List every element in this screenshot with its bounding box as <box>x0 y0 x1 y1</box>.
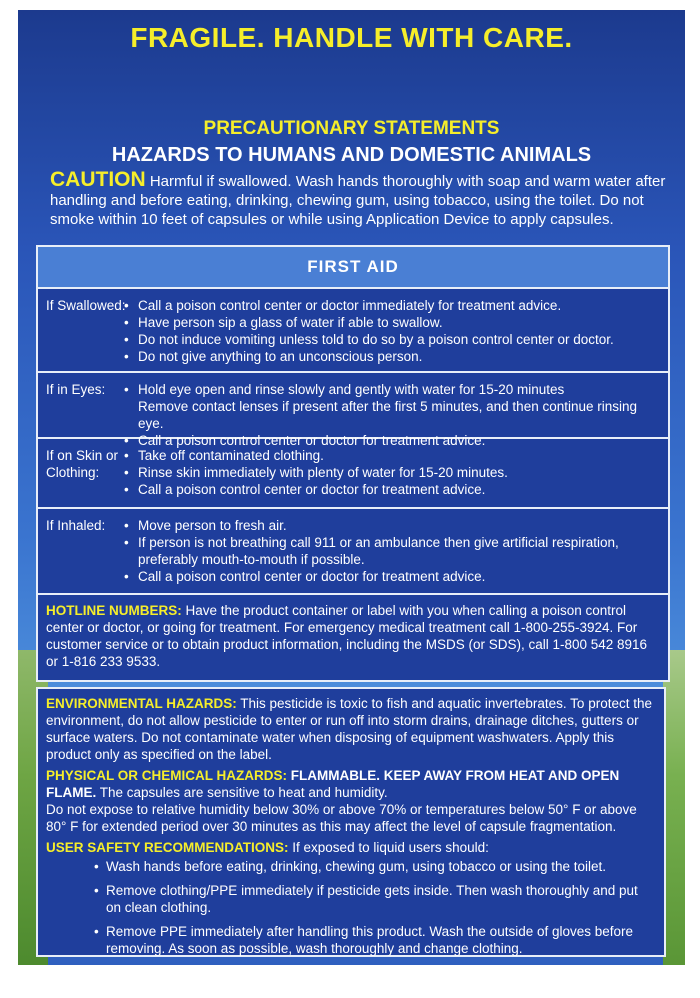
caution-statement <box>50 170 680 229</box>
physical-label: PHYSICAL OR CHEMICAL HAZARDS: <box>46 768 288 783</box>
list-item: • Rinse skin immediately with plenty of water for 15-20 minutes. <box>124 464 662 481</box>
list-item: • Move person to fresh air. <box>124 517 662 534</box>
list-item: Remove contact lenses if present after the first 5 minutes, and then continue rinsing eye. <box>138 399 638 431</box>
caution-text: Harmful if swallowed. Wash hands thoroughly with soap and warm water after handling and before eating, drinking, chewing gum, using tobacco, using the toilet. Do not smoke within 10 feet of capsules or while using Application Device to apply capsules. <box>50 173 666 228</box>
user-safety-list <box>46 858 656 998</box>
physical-text: The capsules are sensitive to heat and humidity. <box>99 785 388 800</box>
hotline-section <box>38 595 668 677</box>
precautionary-title: PRECAUTIONARY STATEMENTS <box>203 118 500 139</box>
list-item: • Do not give anything to an unconscious person. <box>124 348 662 365</box>
first-aid-title: FIRST AID <box>38 247 668 289</box>
user-safety-intro: If exposed to liquid users should: <box>292 840 489 855</box>
user-safety-label: USER SAFETY RECOMMENDATIONS: <box>46 840 289 855</box>
list-item: • If person is not breathing call 911 or an ambulance then give artificial respiration, preferably mouth-to-mouth if possible. <box>124 534 662 568</box>
hotline-label: HOTLINE NUMBERS: <box>46 603 182 618</box>
list-item: • Do not smoke within 10 feet of capsules or while using Application Device to apply capsules. <box>94 964 656 998</box>
user-safety-heading <box>46 839 656 856</box>
grass-background-right <box>663 650 685 965</box>
first-aid-label: If on Skin or Clothing: <box>46 448 119 480</box>
first-aid-eyes-row <box>38 373 668 448</box>
list-item: • Remove clothing/PPE immediately if pesticide gets inside. Then wash thoroughly and put on clean clothing. <box>94 882 656 916</box>
first-aid-inhaled-row <box>38 509 668 595</box>
hotline-text: Have the product container or label with you when calling a poison control center or doctor, or going for treatment. For emergency medical treatment call 1-800-255-3924. For customer service or to obtain product information, including the MSDS (or SDS), call 1-800 542 8916 or 1-816 233 9533. <box>46 603 648 669</box>
first-aid-box <box>36 245 670 682</box>
caution-label: CAUTION <box>50 168 146 191</box>
hazards-box <box>36 687 666 997</box>
first-aid-swallowed-row <box>38 289 668 373</box>
first-aid-label: If Swallowed: <box>46 298 126 313</box>
list-item: • Remove PPE immediately after handling this product. Wash the outside of gloves before removing. As soon as possible, wash thoroughly and change clothing. <box>94 923 656 957</box>
flammable-warning: FLAMMABLE. KEEP AWAY FROM HEAT AND OPEN FLAME. <box>46 768 620 800</box>
environmental-label: ENVIRONMENTAL HAZARDS: <box>46 696 237 711</box>
fragile-headline: FRAGILE. HANDLE WITH CARE. <box>130 22 573 53</box>
environmental-text: This pesticide is toxic to fish and aquatic invertebrates. To protect the environment, do not allow pesticide to enter or run off into storm drains, drainage ditches, gutters or surface waters. Do not contaminate water when disposing of equipment washwaters. Apply this product only as specified on the label. <box>46 696 652 762</box>
first-aid-label: If in Eyes: <box>46 382 106 397</box>
list-item: • Call a poison control center or doctor immediately for treatment advice. <box>124 297 662 314</box>
list-item: • Have person sip a glass of water if able to swallow. <box>124 314 662 331</box>
list-item: • Take off contaminated clothing. <box>124 447 662 464</box>
hazards-title: HAZARDS TO HUMANS AND DOMESTIC ANIMALS <box>111 144 592 166</box>
list-item: • Call a poison control center or doctor for treatment advice. <box>124 432 662 449</box>
list-item: • Do not induce vomiting unless told to do so by a poison control center or doctor. <box>124 331 662 348</box>
humidity-note: Do not expose to relative humidity below 30% or above 70% or temperatures below 50° F or above 80° F for extended period over 30 minutes as this may affect the level of capsule fragmentation. <box>46 802 637 834</box>
list-item: • Hold eye open and rinse slowly and gently with water for 15-20 minutes <box>124 381 662 398</box>
label-panel <box>18 10 685 997</box>
first-aid-skin-row <box>38 439 668 509</box>
physical-chemical-hazards <box>46 767 656 801</box>
list-item: • Wash hands before eating, drinking, chewing gum, using tobacco or using the toilet. <box>94 858 656 875</box>
list-item: • Call a poison control center or doctor for treatment advice. <box>124 481 662 498</box>
first-aid-label: If Inhaled: <box>46 518 106 533</box>
list-item: • Call a poison control center or doctor for treatment advice. <box>124 568 662 585</box>
environmental-hazards <box>46 695 656 763</box>
